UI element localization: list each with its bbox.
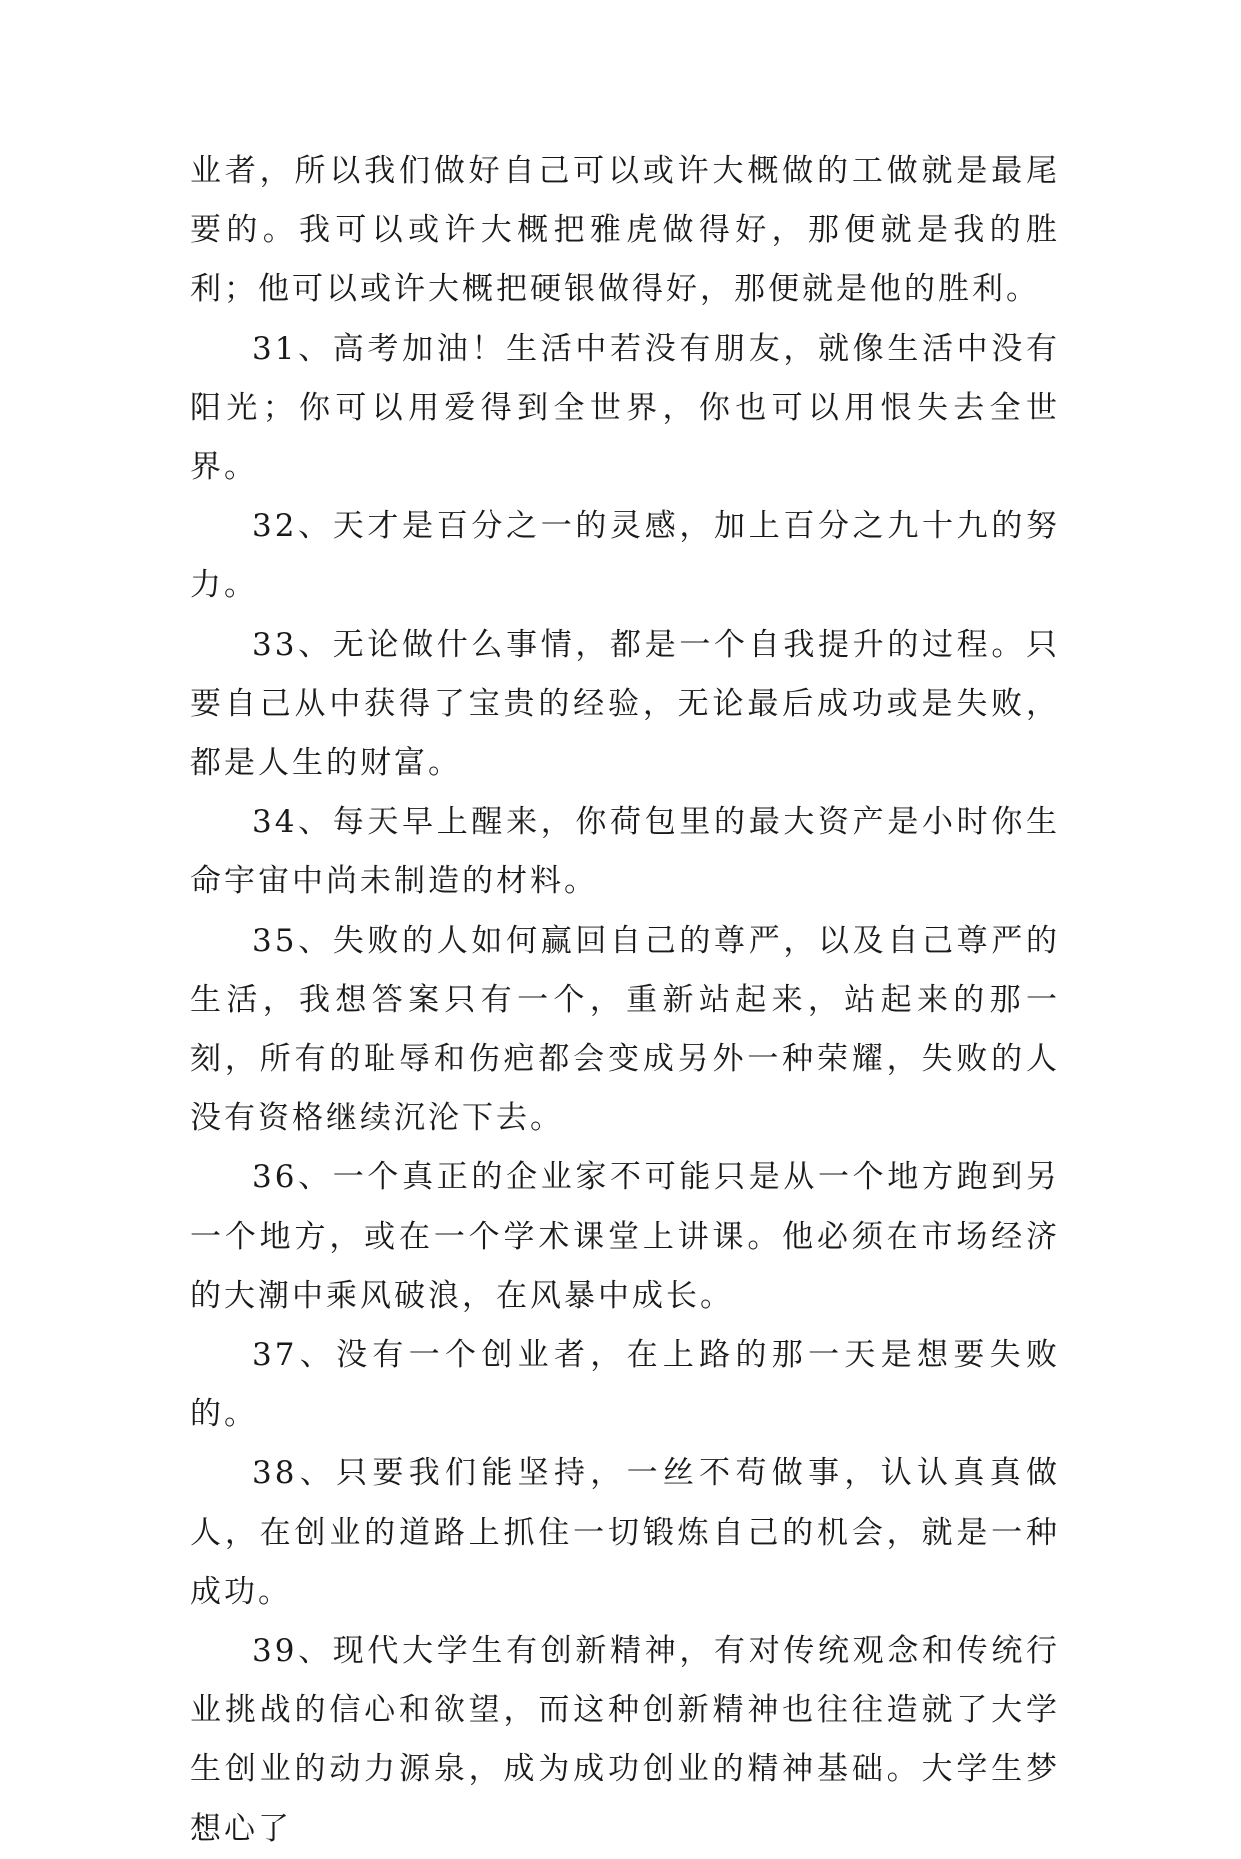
- paragraph-32: 32、天才是百分之一的灵感，加上百分之九十九的努力。: [190, 508, 1060, 604]
- paragraph-35: 35、失败的人如何赢回自己的尊严，以及自己尊严的生活，我想答案只有一个，重新站起来，站起来的那一刻，所有的耻辱和伤疤都会变成另外一种荣耀，失败的人没有资格继续沉沦下去。: [190, 922, 1060, 1137]
- paragraph-39: 39、现代大学生有创新精神，有对传统观念和传统行业挑战的信心和欲望，而这种创新精神也往往造就了大学生创业的动力源泉，成为成功创业的精神基础。大学生梦想心了: [190, 1633, 1060, 1847]
- paragraph-37: 37、没有一个创业者，在上路的那一天是想要失败的。: [190, 1337, 1060, 1433]
- paragraph-34: 34、每天早上醒来，你荷包里的最大资产是小时你生命宇宙中尚未制造的材料。: [190, 804, 1060, 900]
- body-text: [190, 142, 1060, 1859]
- paragraph-33: 33、无论做什么事情，都是一个自我提升的过程。只要自己从中获得了宝贵的经验，无论最后成功或是失败，都是人生的财富。: [190, 626, 1060, 782]
- paragraph-38: 38、只要我们能坚持，一丝不苟做事，认认真真做人，在创业的道路上抓住一切锻炼自己的机会，就是一种成功。: [190, 1455, 1060, 1610]
- paragraph-30-continued: 业者，所以我们做好自己可以或许大概做的工做就是最尾要的。我可以或许大概把雅虎做得好，那便就是我的胜利；他可以或许大概把硬银做得好，那便就是他的胜利。: [190, 153, 1060, 308]
- paragraph-31: 31、高考加油！生活中若没有朋友，就像生活中没有阳光；你可以用爱得到全世界，你也可以用恨失去全世界。: [190, 330, 1060, 486]
- paragraph-36: 36、一个真正的企业家不可能只是从一个地方跑到另一个地方，或在一个学术课堂上讲课。他必须在市场经济的大潮中乘风破浪，在风暴中成长。: [190, 1159, 1060, 1314]
